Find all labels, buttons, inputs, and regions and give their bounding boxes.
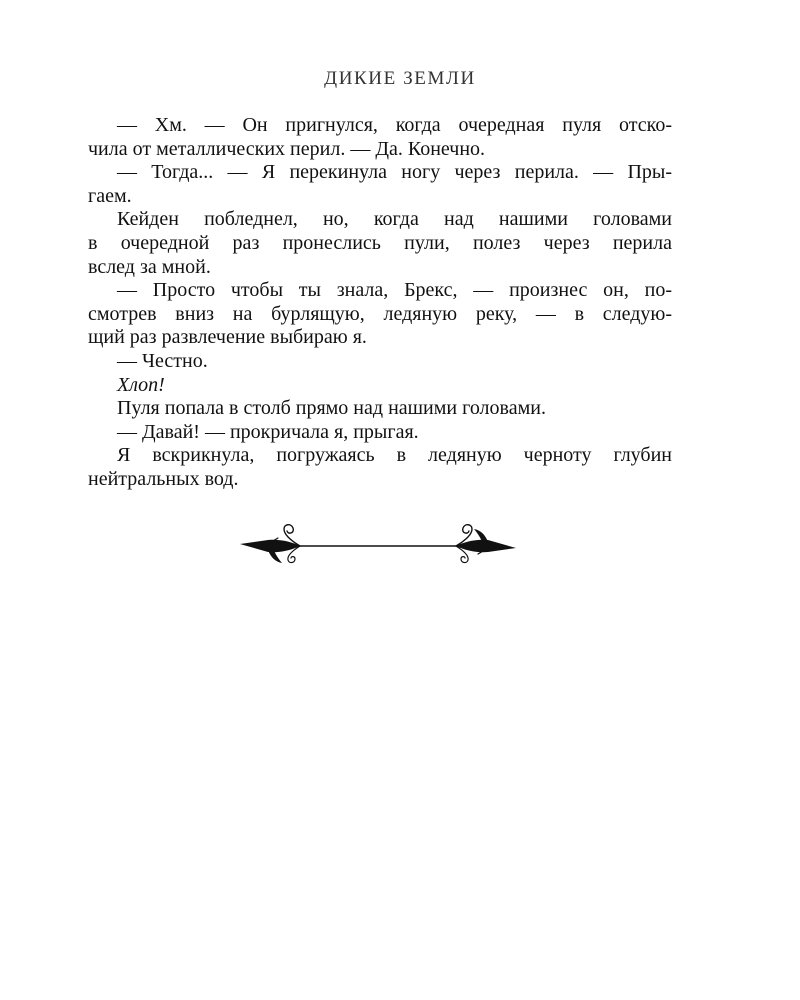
text-line: — Тогда... — Я перекинула ногу через перила. — Пры- [117,161,672,184]
text-line: — Хм. — Он пригнулся, когда очередная пуля отско- [117,114,672,136]
text-line: Пуля попала в столб прямо над нашими головами. [117,397,546,420]
text-line: смотрев вниз на бурлящую, ледяную реку, — в следую- [88,302,672,325]
body-text [88,114,672,492]
text-line: нейтральных вод. [88,467,239,490]
text-line-italic: Хлоп! [117,373,165,396]
text-line: — Просто чтобы ты знала, Брекс, — произнес он, по- [117,279,672,302]
text-line: чила от металлических перил. — Да. Конечно. [88,137,486,160]
text-line: вслед за мной. [88,255,211,278]
text-line: в очередной раз пронеслись пули, полез через перила [88,231,672,254]
text-line: — Давай! — прокричала я, прыгая. [117,420,419,443]
flourish-divider-icon [238,520,518,566]
running-header: ДИКИЕ ЗЕМЛИ [324,68,476,89]
text-line: Кейден побледнел, но, когда над нашими головами [117,208,672,231]
text-line: щий раз развлечение выбираю я. [88,326,367,349]
text-line: — Честно. [117,349,208,372]
text-line: гаем. [88,184,132,207]
text-line: Я вскрикнула, погружаясь в ледяную черноту глубин [117,444,672,467]
